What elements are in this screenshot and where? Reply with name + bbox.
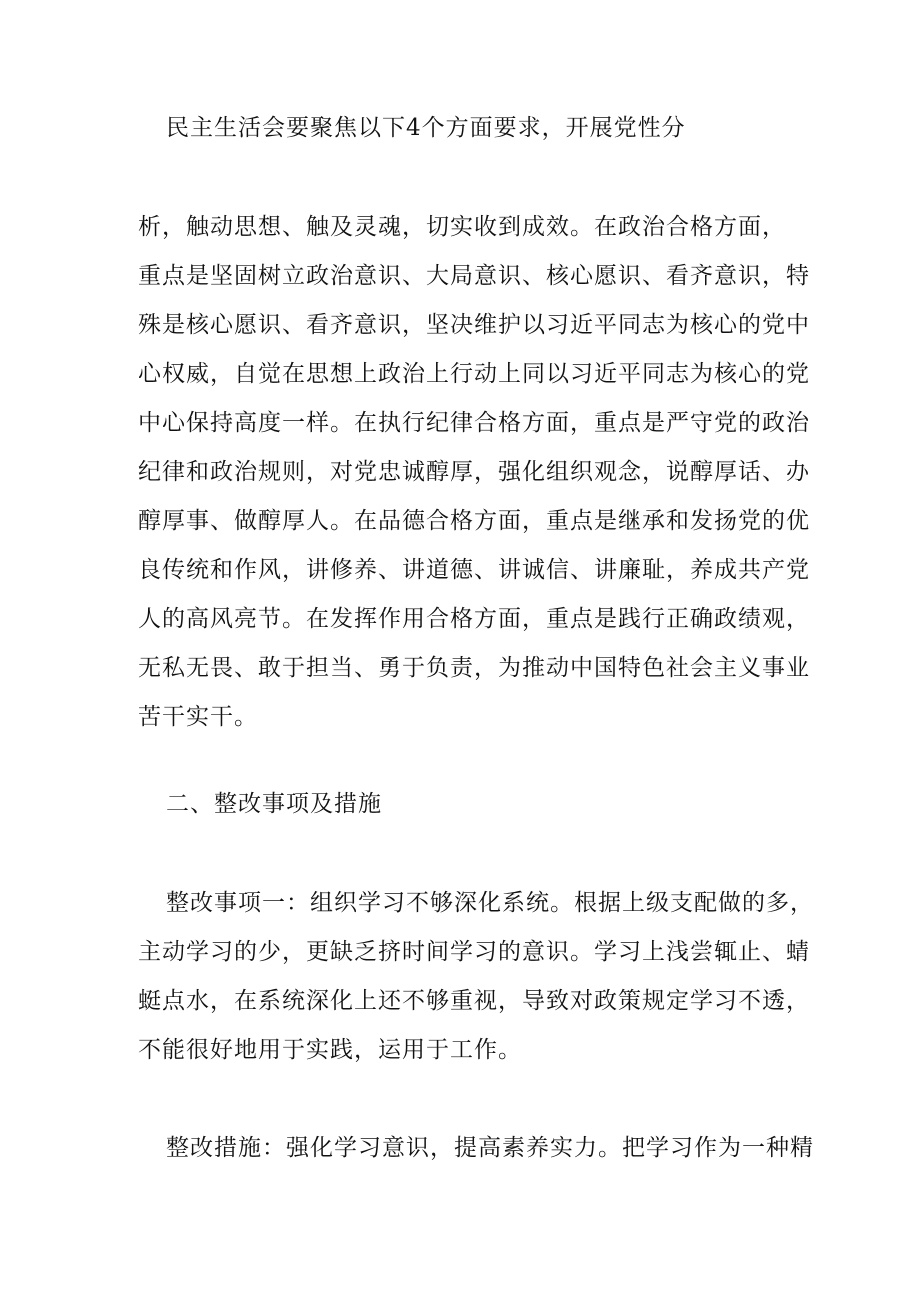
text-line: 主动学习的少，更缺乏挤时间学习的意识。学习上浅尝辄止、蜻 [138, 939, 810, 965]
text-line: 醇厚事、做醇厚人。在品德合格方面，重点是继承和发扬党的优 [138, 508, 810, 534]
text-line: 不能很好地用于实践，运用于工作。 [138, 1037, 522, 1063]
text-line: 人的高风亮节。在发挥作用合格方面，重点是践行正确政绩观， [138, 606, 810, 632]
text-line: 殊是核心愿识、看齐意识，坚决维护以习近平同志为核心的党中 [138, 312, 810, 338]
text-line: 无私无畏、敢于担当、勇于负责，为推动中国特色社会主义事业 [138, 655, 810, 681]
text-line: 苦干实干。 [138, 704, 258, 730]
section-heading [138, 780, 798, 829]
text-line: 民主生活会要聚焦以下4个方面要求，开展党性分 [166, 115, 686, 141]
text-line: 中心保持高度一样。在执行纪律合格方面，重点是严守党的政治 [138, 410, 810, 436]
text-line: 重点是坚固树立政治意识、大局意识、核心愿识、看齐意识，特 [138, 263, 810, 289]
text-line: 纪律和政治规则，对党忠诚醇厚，强化组织观念，说醇厚话、办 [138, 459, 810, 485]
paragraph-rectification-measures [138, 1124, 814, 1173]
text-line: 整改事项一：组织学习不够深化系统。根据上级支配做的多， [166, 890, 814, 916]
paragraph-intro [138, 104, 798, 153]
text-line: 整改措施：强化学习意识，提高素养实力。把学习作为一种精 [166, 1135, 814, 1161]
paragraph-requirements [138, 203, 810, 742]
paragraph-rectification-item [138, 879, 814, 1075]
text-line: 析，触动思想、触及灵魂，切实收到成效。在政治合格方面， [138, 214, 786, 240]
text-line: 蜓点水，在系统深化上还不够重视，导致对政策规定学习不透， [138, 988, 810, 1014]
heading-text: 二、整改事项及措施 [166, 791, 382, 817]
text-line: 良传统和作风，讲修养、讲道德、讲诚信、讲廉耻，养成共产党 [138, 557, 810, 583]
text-line: 心权威，自觉在思想上政治上行动上同以习近平同志为核心的党 [138, 361, 810, 387]
